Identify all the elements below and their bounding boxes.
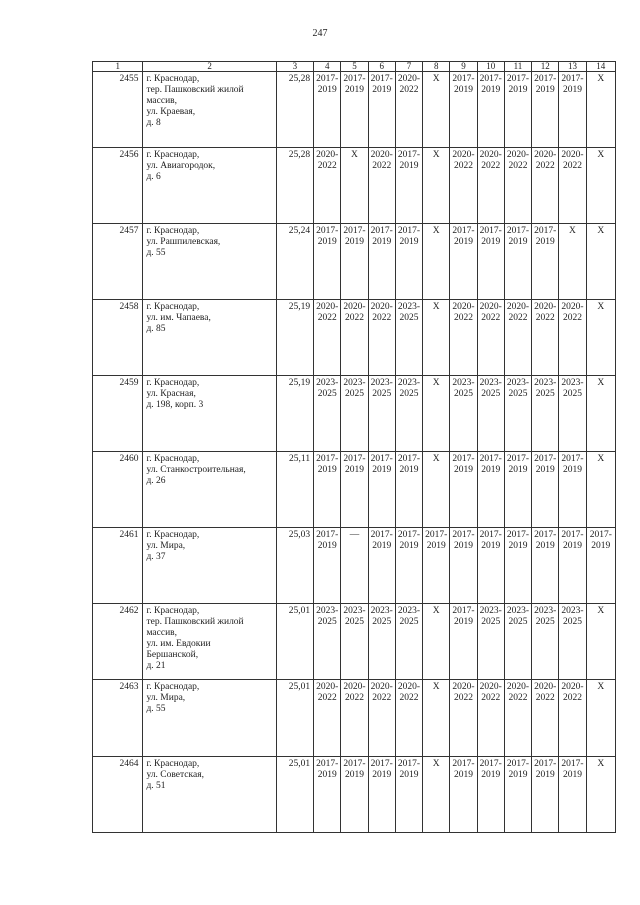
address-cell [143,224,276,300]
column-header: 9 [450,62,477,72]
address-cell [143,604,276,680]
address-line: д. 85 [146,324,166,334]
period-cell: Х [423,604,450,680]
address-cell [143,72,276,148]
period-cell: Х [586,757,615,833]
row-number: 2456 [93,148,143,224]
period-cell: 2017- 2019 [314,757,341,833]
row-number: 2463 [93,680,143,757]
period-cell: 2017- 2019 [341,452,368,528]
table-row [93,224,616,300]
address-line: д. 55 [146,248,166,258]
period-cell: 2017- 2019 [395,528,422,604]
period-cell: 2020- 2022 [368,148,395,224]
period-cell: 2023- 2025 [395,300,422,376]
period-cell: 2017- 2019 [477,528,504,604]
period-cell: 2017- 2019 [532,72,559,148]
period-cell: 2020- 2022 [504,680,531,757]
period-cell: 2020- 2022 [532,148,559,224]
repair-schedule-table [92,61,616,833]
row-number: 2458 [93,300,143,376]
period-cell: Х [423,680,450,757]
value-cell: 25,11 [276,452,313,528]
period-cell: 2017- 2019 [532,452,559,528]
period-cell: 2020- 2022 [341,680,368,757]
column-header: 11 [504,62,531,72]
column-header: 6 [368,62,395,72]
column-header: 12 [532,62,559,72]
period-cell: 2017- 2019 [395,224,422,300]
value-cell: 25,19 [276,300,313,376]
table-row [93,757,616,833]
address-line: ул. Мира, [146,693,186,703]
period-cell: 2020- 2022 [477,300,504,376]
address-line: ул. Рашпилевская, [146,237,221,247]
row-number: 2464 [93,757,143,833]
period-cell: 2017- 2019 [450,757,477,833]
table-row [93,72,616,148]
address-line: д. 26 [146,476,166,486]
address-line: г. Краснодар, [146,530,200,540]
period-cell: 2017- 2019 [395,757,422,833]
period-cell: 2017- 2019 [341,224,368,300]
period-cell: 2017- 2019 [341,72,368,148]
period-cell: 2020- 2022 [341,300,368,376]
period-cell: 2020- 2022 [559,148,586,224]
address-line: г. Краснодар, [146,454,200,464]
address-cell [143,757,276,833]
period-cell: 2017- 2019 [395,148,422,224]
period-cell: 2017- 2019 [314,452,341,528]
address-line: г. Краснодар, [146,682,200,692]
column-header: 5 [341,62,368,72]
period-cell: Х [559,224,586,300]
address-cell [143,528,276,604]
row-number: 2461 [93,528,143,604]
address-line: д. 37 [146,552,166,562]
period-cell: 2020- 2022 [504,148,531,224]
address-cell [143,148,276,224]
period-cell: 2017- 2019 [586,528,615,604]
address-line: д. 21 [146,661,166,671]
address-line: г. Краснодар, [146,606,200,616]
table-row [93,376,616,452]
address-line: д. 55 [146,704,166,714]
period-cell: 2020- 2022 [314,300,341,376]
address-line: д. 8 [146,118,161,128]
address-line: ул. Авиагородок, [146,161,216,171]
period-cell: 2020- 2022 [450,148,477,224]
period-cell: 2017- 2019 [504,757,531,833]
period-cell: 2023- 2025 [341,376,368,452]
period-cell: 2020- 2022 [532,680,559,757]
period-cell: 2023- 2025 [559,604,586,680]
period-cell: 2023- 2025 [314,604,341,680]
table-row [93,604,616,680]
period-cell: 2017- 2019 [368,528,395,604]
address-line: г. Краснодар, [146,302,200,312]
period-cell: 2017- 2019 [450,604,477,680]
period-cell: 2020- 2022 [314,680,341,757]
period-cell: 2020- 2022 [368,680,395,757]
column-header: 3 [276,62,313,72]
period-cell: 2023- 2025 [504,376,531,452]
value-cell: 25,28 [276,72,313,148]
column-header: 13 [559,62,586,72]
address-line: ул. Красная, [146,389,196,399]
period-cell: 2017- 2019 [450,224,477,300]
value-cell: 25,28 [276,148,313,224]
address-line: ул. Краевая, [146,107,196,117]
period-cell: 2023- 2025 [504,604,531,680]
period-cell: Х [423,757,450,833]
period-cell: 2017- 2019 [477,72,504,148]
period-cell: 2020- 2022 [559,680,586,757]
period-cell: 2017- 2019 [477,757,504,833]
period-cell: 2017- 2019 [504,72,531,148]
column-header: 4 [314,62,341,72]
period-cell: 2020- 2022 [450,300,477,376]
column-header: 8 [423,62,450,72]
period-cell: Х [586,452,615,528]
period-cell: 2017- 2019 [450,72,477,148]
value-cell: 25,01 [276,604,313,680]
period-cell: 2017- 2019 [450,528,477,604]
column-header: 14 [586,62,615,72]
period-cell: 2017- 2019 [477,452,504,528]
address-line: массив, [146,96,178,106]
address-line: г. Краснодар, [146,226,200,236]
column-header: 1 [93,62,143,72]
table-row [93,300,616,376]
row-number: 2460 [93,452,143,528]
period-cell: 2017- 2019 [559,72,586,148]
address-line: ул. им. Чапаева, [146,313,211,323]
period-cell: 2023- 2025 [477,376,504,452]
value-cell: 25,01 [276,680,313,757]
period-cell: 2023- 2025 [450,376,477,452]
period-cell: Х [586,148,615,224]
period-cell: 2017- 2019 [532,224,559,300]
period-cell: 2017- 2019 [504,224,531,300]
column-header: 2 [143,62,276,72]
address-line: массив, [146,628,178,638]
period-cell: — [341,528,368,604]
header-row [93,62,616,72]
period-cell: 2020- 2022 [477,148,504,224]
period-cell: 2023- 2025 [314,376,341,452]
row-number: 2459 [93,376,143,452]
period-cell: 2020- 2022 [368,300,395,376]
period-cell: 2023- 2025 [532,604,559,680]
period-cell: Х [586,300,615,376]
period-cell: Х [423,148,450,224]
table-row [93,148,616,224]
period-cell: 2020- 2022 [314,148,341,224]
period-cell: 2023- 2025 [395,604,422,680]
period-cell: Х [423,376,450,452]
address-cell [143,376,276,452]
period-cell: 2020- 2022 [504,300,531,376]
period-cell: 2023- 2025 [477,604,504,680]
period-cell: 2017- 2019 [532,528,559,604]
period-cell: 2017- 2019 [368,72,395,148]
column-header: 7 [395,62,422,72]
period-cell: 2017- 2019 [504,452,531,528]
period-cell: Х [423,300,450,376]
value-cell: 25,03 [276,528,313,604]
period-cell: Х [586,680,615,757]
period-cell: Х [423,224,450,300]
period-cell: 2017- 2019 [314,72,341,148]
period-cell: 2017- 2019 [368,452,395,528]
column-header: 10 [477,62,504,72]
period-cell: 2017- 2019 [559,452,586,528]
period-cell: 2017- 2019 [368,224,395,300]
table-row [93,528,616,604]
period-cell: 2017- 2019 [314,528,341,604]
address-line: Бершанской, [146,650,199,660]
address-line: ул. Станкостроительная, [146,465,246,475]
period-cell: 2017- 2019 [477,224,504,300]
period-cell: 2017- 2019 [532,757,559,833]
period-cell: 2017- 2019 [559,528,586,604]
period-cell: Х [423,452,450,528]
address-cell [143,300,276,376]
address-cell [143,680,276,757]
address-line: г. Краснодар, [146,74,200,84]
period-cell: Х [586,224,615,300]
period-cell: 2020- 2022 [450,680,477,757]
address-line: тер. Пашковский жилой [146,85,244,95]
period-cell: 2017- 2019 [450,452,477,528]
page-number: 247 [312,28,328,39]
period-cell: 2020- 2022 [532,300,559,376]
address-line: г. Краснодар, [146,150,200,160]
period-cell: 2023- 2025 [532,376,559,452]
row-number: 2457 [93,224,143,300]
row-number: 2455 [93,72,143,148]
address-line: ул. им. Евдокии [146,639,211,649]
table-row [93,680,616,757]
address-line: ул. Мира, [146,541,186,551]
address-line: д. 198, корп. 3 [146,400,204,410]
period-cell: 2023- 2025 [341,604,368,680]
period-cell: 2023- 2025 [395,376,422,452]
period-cell: 2023- 2025 [559,376,586,452]
period-cell: 2017- 2019 [504,528,531,604]
address-cell [143,452,276,528]
period-cell: 2020- 2022 [477,680,504,757]
period-cell: 2017- 2019 [341,757,368,833]
period-cell: 2020- 2022 [559,300,586,376]
period-cell: 2023- 2025 [368,376,395,452]
period-cell: 2020- 2022 [395,72,422,148]
period-cell: 2017- 2019 [423,528,450,604]
address-line: д. 6 [146,172,161,182]
period-cell: 2017- 2019 [314,224,341,300]
period-cell: 2017- 2019 [395,452,422,528]
value-cell: 25,24 [276,224,313,300]
period-cell: Х [586,72,615,148]
period-cell: 2023- 2025 [368,604,395,680]
period-cell: Х [341,148,368,224]
period-cell: Х [423,72,450,148]
period-cell: 2017- 2019 [559,757,586,833]
address-line: г. Краснодар, [146,759,200,769]
row-number: 2462 [93,604,143,680]
value-cell: 25,01 [276,757,313,833]
period-cell: Х [586,604,615,680]
address-line: тер. Пашковский жилой [146,617,244,627]
value-cell: 25,19 [276,376,313,452]
address-line: ул. Советская, [146,770,204,780]
period-cell: 2020- 2022 [395,680,422,757]
period-cell: Х [586,376,615,452]
address-line: г. Краснодар, [146,378,200,388]
table-row [93,452,616,528]
address-line: д. 51 [146,781,166,791]
period-cell: 2017- 2019 [368,757,395,833]
